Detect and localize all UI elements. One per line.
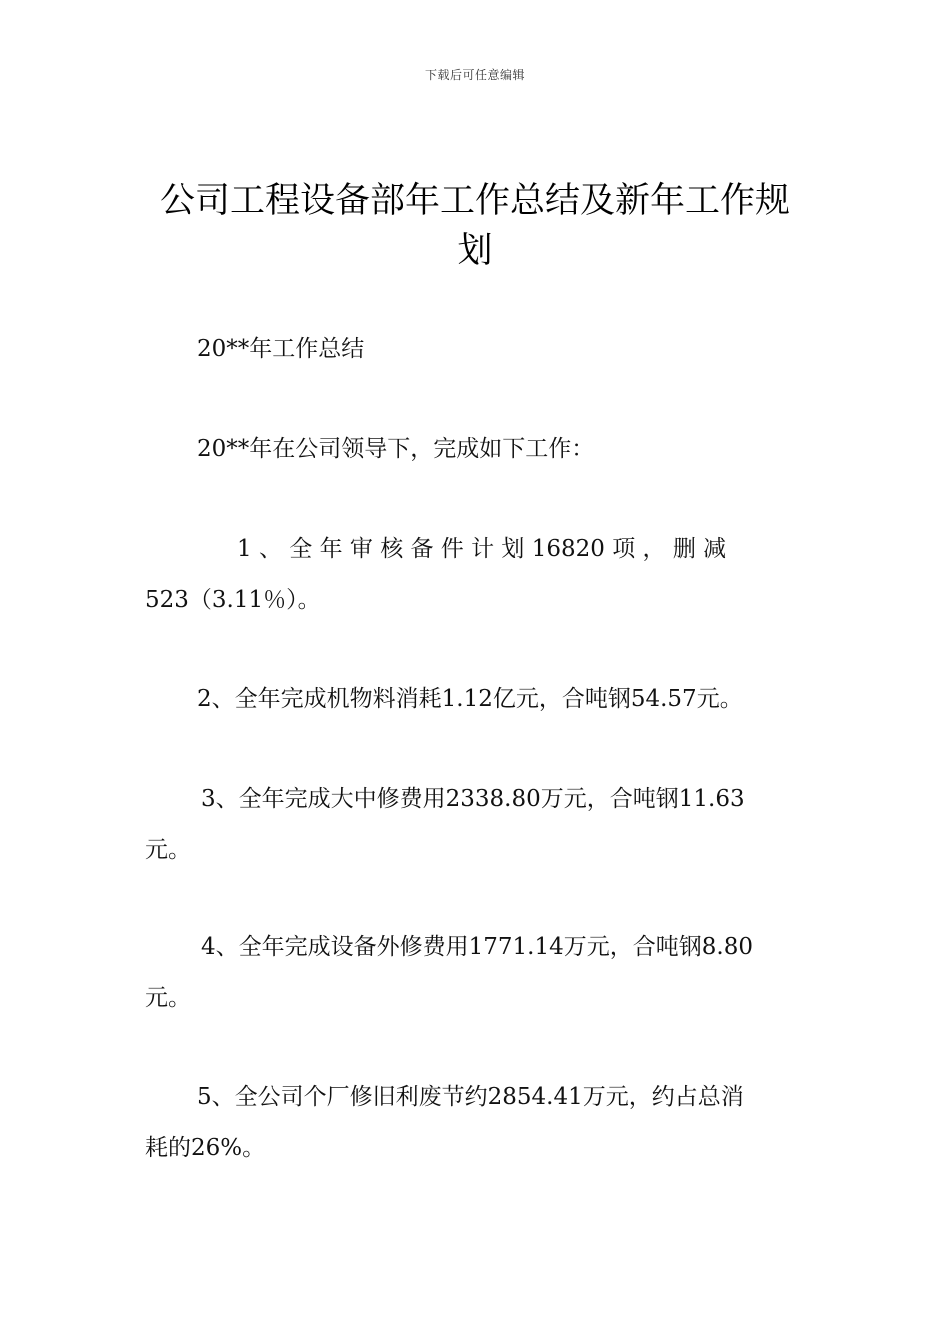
document-title xyxy=(145,176,805,276)
list-item-1-line-1: 1 、 全 年 审 核 备 件 计 划 16820 项 ， 删 减 xyxy=(237,536,727,562)
list-item-4-line-2: 元。 xyxy=(145,985,191,1011)
intro-paragraph xyxy=(145,424,807,475)
title-line-2: 划 xyxy=(457,231,493,271)
section-heading xyxy=(145,324,807,375)
list-item-4 xyxy=(145,922,807,1024)
list-item-1 xyxy=(145,524,807,626)
page-header-note: 下载后可任意编辑 xyxy=(424,68,525,82)
list-item-5-line-2: 耗的26%。 xyxy=(145,1135,266,1161)
section-heading-text: 20**年工作总结 xyxy=(197,336,365,362)
list-item-1-line-2: 523（3.11％）。 xyxy=(145,587,321,613)
list-item-2 xyxy=(145,674,807,725)
list-item-3 xyxy=(145,774,807,876)
intro-text: 20**年在公司领导下，完成如下工作： xyxy=(197,436,595,462)
list-item-3-line-2: 元。 xyxy=(145,837,191,863)
list-item-3-line-1: 3、全年完成大中修费用2338.80万元，合吨钢11.63 xyxy=(201,786,745,812)
list-item-2-line-1: 2、全年完成机物料消耗1.12亿元，合吨钢54.57元。 xyxy=(197,686,743,712)
list-item-4-line-1: 4、全年完成设备外修费用1771.14万元，合吨钢8.80 xyxy=(201,934,753,960)
title-line-1: 公司工程设备部年工作总结及新年工作规 xyxy=(159,181,790,221)
list-item-5-line-1: 5、全公司个厂修旧利废节约2854.41万元，约占总消 xyxy=(197,1084,744,1110)
list-item-5 xyxy=(145,1072,807,1174)
